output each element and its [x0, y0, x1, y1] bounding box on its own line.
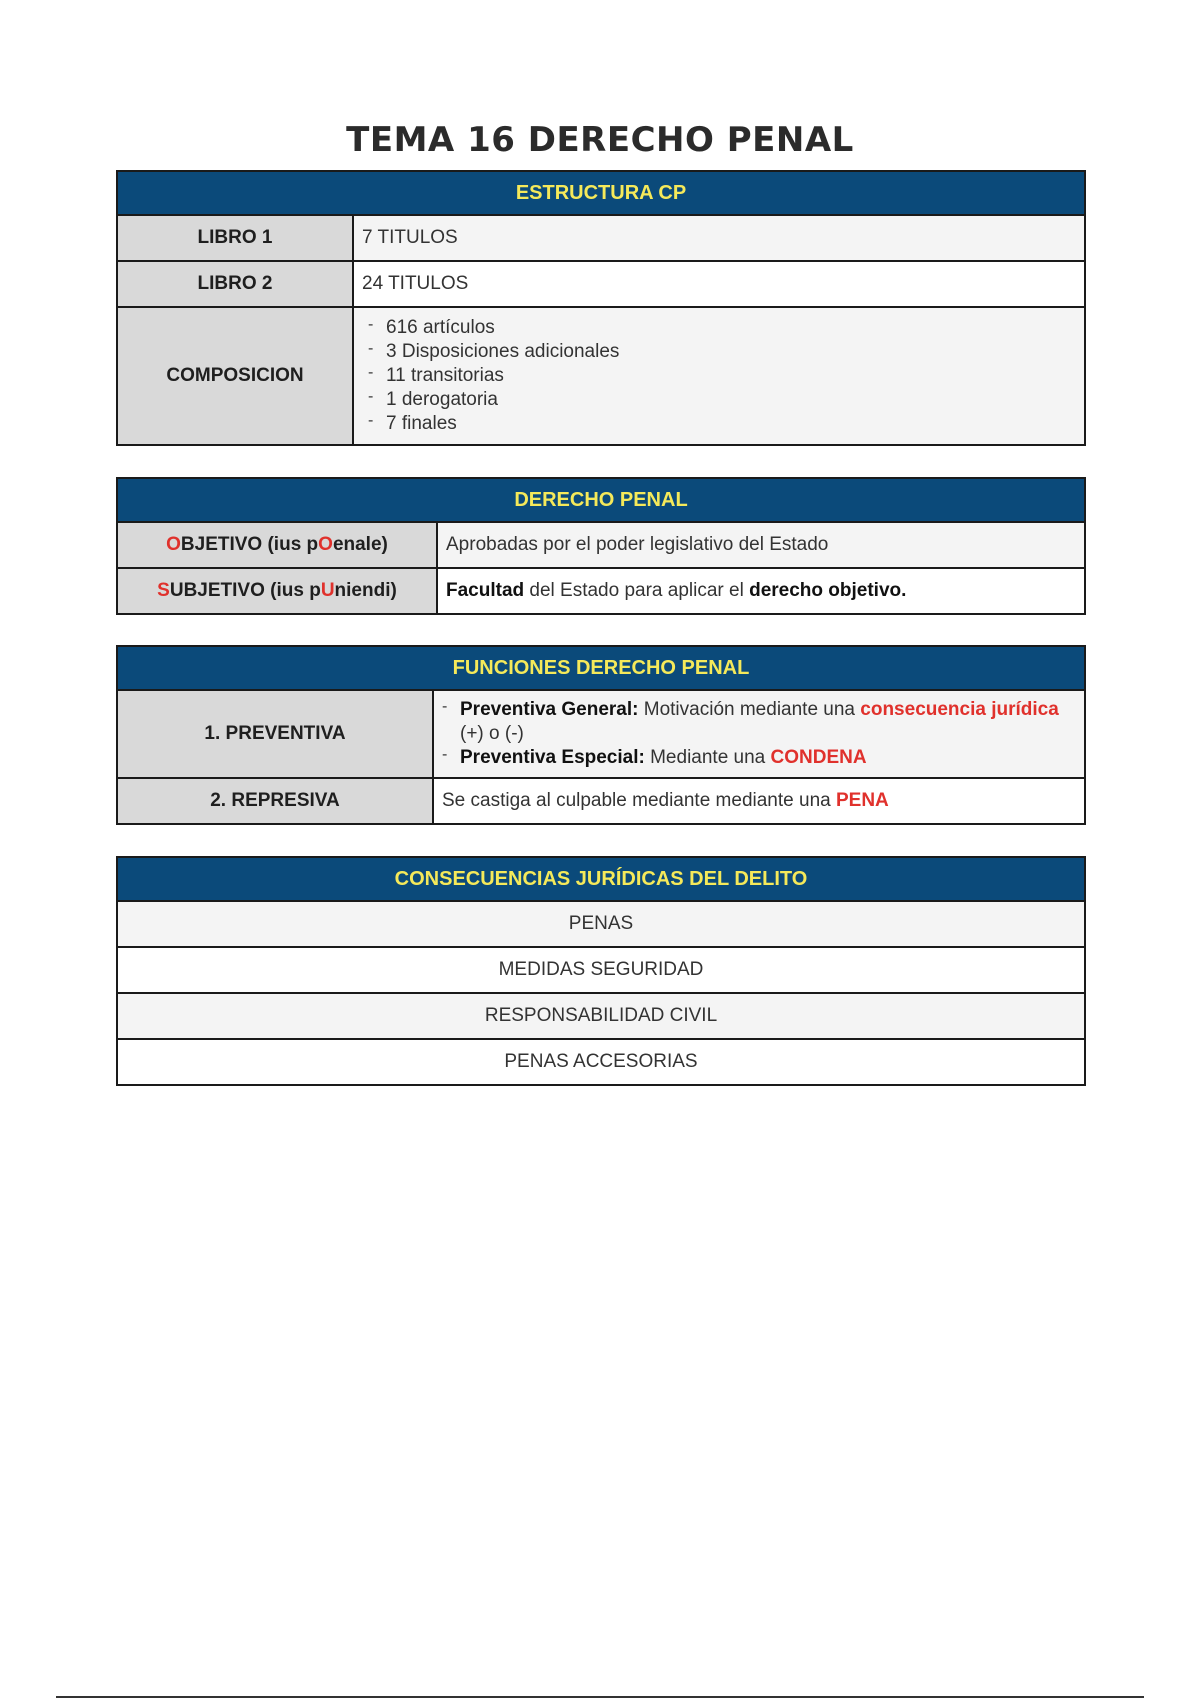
- funciones-header: FUNCIONES DERECHO PENAL: [117, 646, 1085, 690]
- list-item: - 3 Disposiciones adicionales: [368, 340, 1076, 364]
- funciones-table: [116, 645, 1086, 825]
- list-item: - 7 finales: [368, 412, 1076, 436]
- table-row: [117, 261, 1085, 307]
- table-row: RESPONSABILIDAD CIVIL: [117, 993, 1085, 1039]
- list-item: - 11 transitorias: [368, 364, 1076, 388]
- consecuencias-table: [116, 856, 1086, 1086]
- table-row: PENAS ACCESORIAS: [117, 1039, 1085, 1085]
- subjetivo-label: SUBJETIVO (ius pUniendi): [117, 568, 437, 614]
- objetivo-value: Aprobadas por el poder legislativo del Estado: [437, 522, 1085, 568]
- list-item: - 1 derogatoria: [368, 388, 1076, 412]
- table-row: [117, 307, 1085, 445]
- list-item: - 616 artículos: [368, 316, 1076, 340]
- represiva-value: Se castiga al culpable mediante mediante una PENA: [433, 778, 1085, 824]
- libro-1-label: LIBRO 1: [117, 215, 353, 261]
- objetivo-label: OBJETIVO (ius pOenale): [117, 522, 437, 568]
- preventiva-list: [434, 698, 1076, 770]
- libro-1-value: 7 TITULOS: [353, 215, 1085, 261]
- composicion-list: [354, 316, 1076, 436]
- libro-2-label: LIBRO 2: [117, 261, 353, 307]
- composicion-label: COMPOSICION: [117, 307, 353, 445]
- represiva-label: 2. REPRESIVA: [117, 778, 433, 824]
- table-row: [117, 778, 1085, 824]
- estructura-cp-table: [116, 170, 1086, 446]
- derecho-penal-header: DERECHO PENAL: [117, 478, 1085, 522]
- derecho-penal-table: [116, 477, 1086, 615]
- libro-2-value: 24 TITULOS: [353, 261, 1085, 307]
- estructura-header: ESTRUCTURA CP: [117, 171, 1085, 215]
- preventiva-label: 1. PREVENTIVA: [117, 690, 433, 778]
- footer-divider: [56, 1696, 1144, 1698]
- list-item: - Preventiva General: Motivación mediante una consecuencia jurídica (+) o (-): [442, 698, 1076, 746]
- consecuencias-header: CONSECUENCIAS JURÍDICAS DEL DELITO: [117, 857, 1085, 901]
- list-item: - Preventiva Especial: Mediante una CONDENA: [442, 746, 1076, 770]
- page-title: TEMA 16 DERECHO PENAL: [346, 120, 854, 160]
- table-row: [117, 522, 1085, 568]
- table-row: [117, 568, 1085, 614]
- table-row: [117, 690, 1085, 778]
- table-row: [117, 215, 1085, 261]
- subjetivo-value: Facultad del Estado para aplicar el derecho objetivo.: [437, 568, 1085, 614]
- table-row: PENAS: [117, 901, 1085, 947]
- table-row: MEDIDAS SEGURIDAD: [117, 947, 1085, 993]
